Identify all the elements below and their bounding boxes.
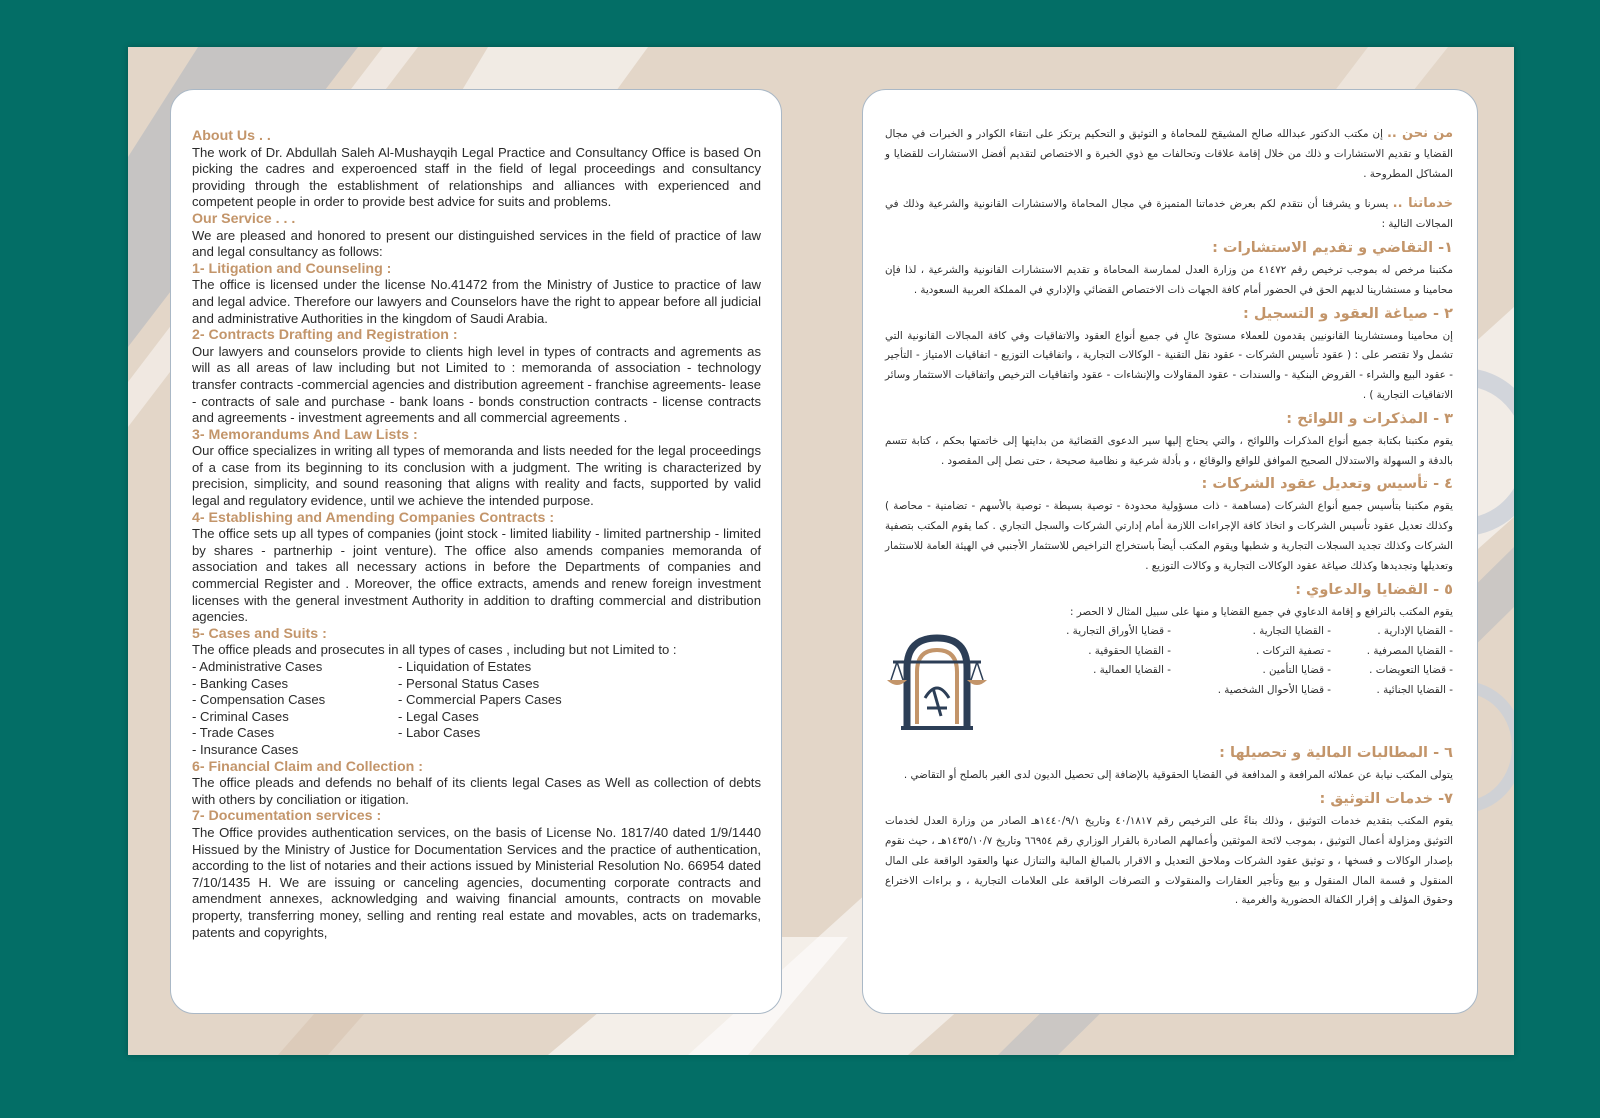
case-item: - Commercial Papers Cases [398, 692, 562, 708]
case-item: - Personal Status Cases [398, 675, 540, 691]
section-5-heading: 5- Cases and Suits : [192, 625, 327, 642]
ar-about-text: إن مكتب الدكتور عبدالله صالح المشيقح للمحاماة و التوثيق و التحكيم يرتكز على انتقاء الكوادر و الخبرات في مجال القضايا و تقديم الاستشارات و ذلك من خلال إقامة علاقات وتحالفات مع ذوي الخبرة و الاختصاص لتقديم أفضل الاستشارات للقضايا و المشاكل المطروحة . [885, 128, 1453, 180]
section-6-text: The office pleads and defends no behalf of its clients legal Cases as Well as collection of debts with others by conciliation or itigation. [192, 775, 761, 807]
brochure-sheet [128, 47, 1514, 1055]
ar-case-item: - قضايا الأوراق التجارية . [1066, 625, 1171, 638]
ar-section-3-text: يقوم مكتبنا بكتابة جميع أنواع المذكرات واللوائح ، والتي يحتاج إليها سير الدعوى القضائية من بدايتها إلى خاتمتها بحكم ، كتابة تتسم بالدقة و السهولة والاستدلال الصحيح الموافق للواقع والوقائع ، و بأدلة شرعية و نظامية صحيحة ، حتى نصل إلى المقصود . [885, 434, 1453, 467]
case-item: - Legal Cases [398, 708, 479, 724]
section-5-text: The office pleads and prosecutes in all types of cases , including but not Limited to : [192, 642, 677, 658]
ar-services [885, 194, 1453, 235]
ar-about-lead: من نحن .. [1386, 126, 1453, 141]
ar-section-5-heading: ٥ - القضايا والدعاوي : [1295, 581, 1453, 598]
about-text: The work of Dr. Abdullah Saleh Al-Mushayqih Legal Practice and Consultancy Office is based On picking the cadres and experoenced staff in the field of legal proceedings and consultancy providing through the establishment of relationships and alliances with experienced and competent people in order to provide best advice for suits and problems. [192, 144, 761, 210]
ar-section-6-heading: ٦ - المطالبات المالية و تحصيلها : [1219, 745, 1453, 762]
service-heading: Our Service . . . [192, 210, 296, 227]
ar-services-text: يسرنا و يشرفنا أن نتقدم لكم بعرض خدماتنا المتميزة في مجال المحاماة والاستشارات القانونية والشرعية وذلك في المجالات التالية : [885, 198, 1453, 231]
scales-of-justice-logo-icon [881, 628, 993, 736]
case-item: - Insurance Cases [192, 741, 299, 757]
arabic-panel [862, 89, 1478, 1014]
ar-about [885, 124, 1453, 184]
about-heading: About Us . . [192, 128, 271, 144]
ar-section-7-text: يقوم المكتب بتقديم خدمات التوثيق ، وذلك بناءً على الترخيص رقم ٤٠/١٨١٧ وتاريخ ١٤٤٠/٩/١هـ الصادر من وزارة العدل لخدمات التوثيق ومزاولة أعمال التوثيق ، بموجب لائحة الموثقين وأعمالهم الصادرة بالقرار الوزاري رقم ٦٦٩٥٤ وتاريخ ١٤٣٥/١٠/٧هـ ، حيث نقوم بإصدار الوكالات و فسخها ، و توثيق عقود الشركات وملاحق التعديل و الاقرار بالمبالغ المالية والتنازل عنها والعقود الواقعة على المال المنقول و قسمة المال المنقول و بيع وتأجير العقارات والمنقولات و التصرفات الواقعة على العلامات التجارية ، و براءات الاختراع وحقوق المؤلف و إقرار الكفالة الحضورية والغرمية . [885, 815, 1453, 907]
ar-section-1-text: مكتبنا مرخص له بموجب ترخيص رقم ٤١٤٧٢ من وزارة العدل لممارسة المحاماة و تقديم الاستشارات القانونية والشرعية ، لذا فإن محامينا و مستشارينا لديهم الحق في الحضور أمام كافة الجهات ذات الاختصاص القضائي والإداري في المملكة العربية السعودية . [885, 263, 1454, 296]
office-logo [881, 628, 993, 740]
ar-case-item: - القضايا الحقوقية . [1088, 644, 1171, 657]
case-item: - Compensation Cases [192, 692, 326, 708]
ar-cases-area [885, 622, 1453, 740]
ar-case-item: - القضايا الجنائية . [1376, 683, 1453, 696]
ar-section-3-heading: ٣ - المذكرات و اللوائح : [1286, 410, 1453, 427]
section-1-text: The office is licensed under the license No.41472 from the Ministry of Justice to practice of law and legal advice. Therefore our lawyers and Counselors have the right to appear before all judicial and administrative Authorities in the kingdom of Saudi Arabia. [192, 277, 761, 326]
cases-list [192, 659, 761, 759]
section-6-heading: 6- Financial Claim and Collection : [192, 758, 423, 775]
ar-case-item: - القضايا العمالية . [1093, 664, 1171, 677]
ar-case-item: - القضايا المصرفية . [1366, 644, 1453, 657]
english-panel [170, 89, 782, 1014]
case-item: - Trade Cases [192, 725, 275, 741]
ar-case-item: - القضايا الإدارية . [1377, 625, 1453, 638]
ar-case-item: - قضايا الأحوال الشخصية . [1217, 683, 1331, 696]
section-2-text: Our lawyers and counselors provide to clients high level in types of contracts and agrements as will as all areas of law including but not Limited to : memoranda of association - technology transfer contracts -commercial agencies and distribution agreement - franchise agreements- lease - contracts of sale and purchase - bank loans - bonds construction contracts - license contracts and agreements - investment agreements and all commercial agreements . [192, 343, 761, 426]
case-item: - Banking Cases [192, 675, 289, 691]
section-1-heading: 1- Litigation and Counseling : [192, 260, 392, 277]
section-3-text: Our office specializes in writing all types of memoranda and lists needed for the legal proceedings of a case from its beginning to its conclusion with a judgment. The writing is characterized by precision, simplicity, and sound reasoning that aligns with reality and facts, supported by valid legal and regulatory evidence, until we achieve the intended purpose. [192, 443, 761, 509]
section-4-heading: 4- Establishing and Amending Companies Contracts : [192, 509, 555, 526]
section-7-text: The Office provides authentication services, on the basis of License No. 1817/40 dated 1/9/1440 Hissued by the Ministry of Justice for Documentation Services and the practice of authentication, according to the list of notaries and their actions issued by Ministerial Resolution No. 66954 dated 7/10/1435 H. We are issuing or canceling agencies, documenting corporate contracts and amendment annexes, acknowledging and waiving financial amounts, contracts on movable property, transferring money, selling and renting real estate and movables, acts on trademarks, patents and copyrights, [192, 824, 761, 940]
ar-section-4-text: يقوم مكتبنا بتأسيس جميع أنواع الشركات (مساهمة - ذات مسؤولية محدودة - توصية بسيطة - توصية بالأسهم - تضامنية - محاصة ) وكذلك تعديل عقود تأسيس الشركات و اتخاذ كافة الإجراءات اللازمة أمام إدارتي الشركات والسجل التجاري . كما يقوم المكتب بتصفية الشركات وكذلك تجديد السجلات التجارية و شطبها ويقوم المكتب أيضاً باستخراج التراخيص للاستثمار الأجنبي في الهيئة العامة للاستثمار وتعديلها وتجديدها وكذلك صياغة عقود الوكالات التجارية و وكالات التوزيع . [885, 500, 1453, 572]
section-4-text: The office sets up all types of companies (joint stock - limited liability - limited partnership - limited by shares - partnerhip - joint venture). The office also amends companies memoranda of association and takes all necessary actions in before the Departments of companies and commercial Register and . Moreover, the office extracts, amends and renew foreign investment licenses with the general investment Authority in addition to drafting commercial and distribution agencies. [192, 526, 761, 625]
section-3-heading: 3- Memorandums And Law Lists : [192, 426, 418, 443]
ar-section-7-heading: ٧- خدمات التوثيق : [1319, 791, 1453, 808]
ar-case-item: - قضايا التأمين . [1262, 664, 1331, 677]
ar-case-item: - القضايا التجارية . [1252, 625, 1331, 638]
case-item: - Labor Cases [398, 725, 481, 741]
ar-section-2-text: إن محامينا ومستشارينا القانونيين يقدمون للعملاء مستوىً عالٍ في جميع أنواع العقود والاتفاقيات وفي كافة المجالات القانونية التي تشمل ولا تقتصر على : ( عقود تأسيس الشركات - عقود نقل التقنية - الوكالات التجارية ، واتفاقيات التوزيع - اتفاقيات الامتياز - التأجير - عقود البيع والشراء - القروض البنكية - والسندات - عقود المقاولات والإنشاءات - عقود واتفاقيات الترخيص واتفاقيات الاستثمار وسائر الاتفاقيات التجارية ) . [885, 329, 1453, 401]
section-2-heading: 2- Contracts Drafting and Registration : [192, 327, 458, 344]
ar-case-item: - تصفية التركات . [1256, 644, 1331, 657]
ar-services-lead: خدماتنا .. [1392, 196, 1453, 212]
case-item: - Criminal Cases [192, 708, 289, 724]
section-7-heading: 7- Documentation services : [192, 808, 382, 825]
case-item: - Administrative Cases [192, 659, 323, 674]
case-item: - Liquidation of Estates [398, 659, 532, 674]
ar-case-item: - قضايا التعويضات . [1369, 664, 1453, 677]
ar-section-1-heading: ١- التقاضي و تقديم الاستشارات : [1212, 239, 1453, 256]
ar-cases-list [1011, 622, 1453, 700]
ar-section-4-heading: ٤ - تأسيس وتعديل عقود الشركات : [1201, 476, 1453, 493]
ar-section-5-text: يقوم المكتب بالترافع و إقامة الدعاوي في جميع القضايا و منها على سبيل المثال لا الحصر : [1069, 605, 1453, 618]
ar-section-6-text: يتولى المكتب نيابة عن عملائه المرافعة و المدافعة في القضايا الحقوقية بالإضافة إلى تحصيل الديون لدى الغير بالصلح أو التقاضي . [903, 769, 1453, 782]
service-text: We are pleased and honored to present our distinguished services in the field of practice of law and legal consultancy as follows: [192, 227, 761, 260]
ar-section-2-heading: ٢ - صياغة العقود و التسجيل : [1242, 305, 1453, 322]
